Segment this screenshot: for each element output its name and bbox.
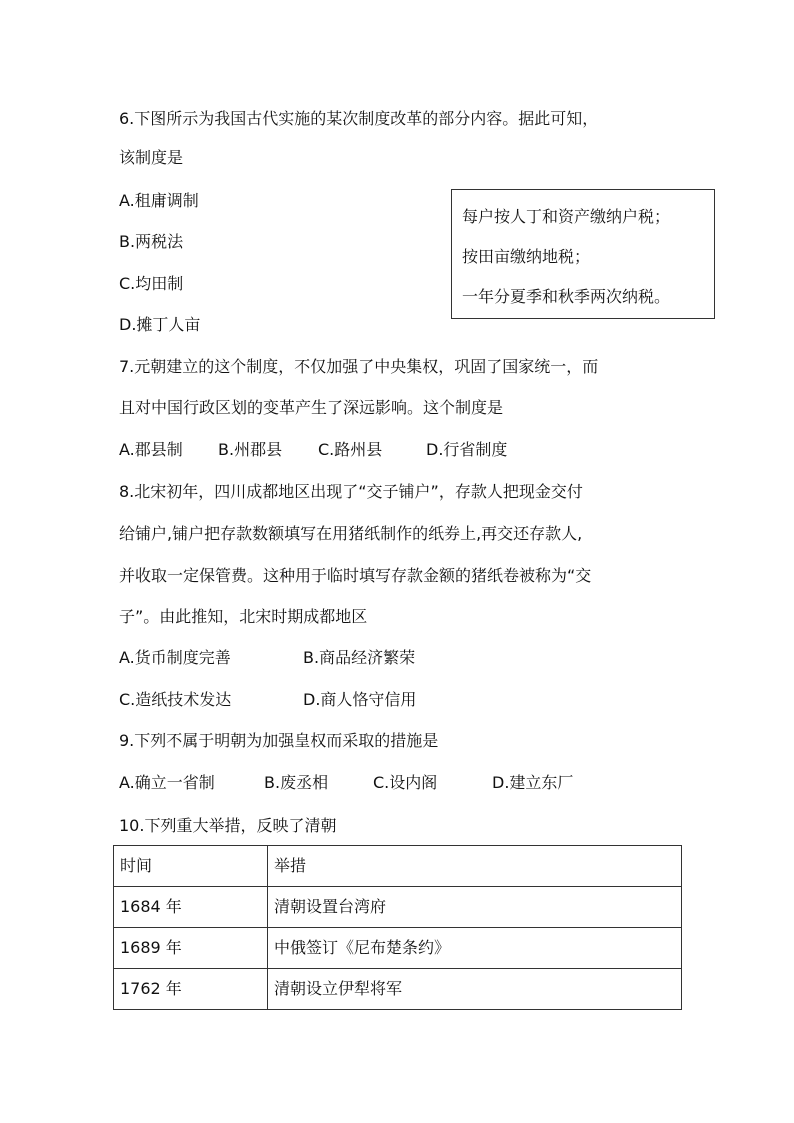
table-row	[114, 928, 682, 969]
row-time: 1684 年	[114, 887, 268, 928]
q9-stem: 9.下列不属于明朝为加强皇权而采取的措施是	[119, 731, 439, 750]
row-measure: 清朝设立伊犁将军	[268, 969, 682, 1010]
q10-stem: 10.下列重大举措，反映了清朝	[119, 816, 337, 835]
q10-events-table	[113, 845, 682, 1010]
row-measure: 中俄签订《尼布楚条约》	[268, 928, 682, 969]
q6-option-a: A.租庸调制	[119, 191, 199, 210]
q8-option-b: B.商品经济繁荣	[303, 648, 416, 667]
q9-option-c: C.设内阁	[373, 773, 438, 792]
q9-option-b: B.废丞相	[264, 773, 329, 792]
q9-option-d: D.建立东厂	[492, 773, 574, 792]
q6-box-line1: 每户按人丁和资产缴纳户税；	[462, 207, 671, 226]
row-measure: 清朝设置台湾府	[268, 887, 682, 928]
table-header-row	[114, 846, 682, 887]
q8-option-d: D.商人恪守信用	[303, 690, 417, 709]
q8-option-c: C.造纸技术发达	[119, 690, 232, 709]
q8-option-a: A.货币制度完善	[119, 648, 231, 667]
table-row	[114, 887, 682, 928]
q6-option-d: D.摊丁人亩	[119, 315, 201, 334]
row-time: 1762 年	[114, 969, 268, 1010]
q6-box-line2: 按田亩缴纳地税；	[462, 247, 591, 266]
q6-stem-line1: 6.下图所示为我国古代实施的某次制度改革的部分内容。据此可知，	[119, 109, 599, 128]
q6-reform-content-box	[451, 189, 715, 319]
q6-option-b: B.两税法	[119, 232, 184, 251]
q7-stem-line1: 7.元朝建立的这个制度，不仅加强了中央集权，巩固了国家统一，而	[119, 357, 599, 376]
q8-stem-line2: 给铺户,铺户把存款数额填写在用猪纸制作的纸券上,再交还存款人,	[119, 524, 583, 543]
q7-option-a: A.郡县制	[119, 440, 183, 459]
row-time: 1689 年	[114, 928, 268, 969]
header-time: 时间	[114, 846, 268, 887]
q7-stem-line2: 且对中国行政区划的变革产生了深远影响。这个制度是	[119, 398, 504, 417]
header-measure: 举措	[268, 846, 682, 887]
q8-stem-line3: 并收取一定保管费。这种用于临时填写存款金额的猪纸卷被称为“交	[119, 566, 592, 585]
q7-option-d: D.行省制度	[426, 440, 508, 459]
q6-stem-line2: 该制度是	[119, 148, 184, 167]
q8-stem-line4: 子”。由此推知，北宋时期成都地区	[119, 607, 368, 626]
q6-box-line3: 一年分夏季和秋季两次纳税。	[462, 287, 671, 306]
q7-option-b: B.州郡县	[218, 440, 283, 459]
q6-option-c: C.均田制	[119, 274, 184, 293]
q8-stem-line1: 8.北宋初年，四川成都地区出现了“交子铺户”，存款人把现金交付	[119, 482, 583, 501]
q7-option-c: C.路州县	[318, 440, 383, 459]
table-row	[114, 969, 682, 1010]
q9-option-a: A.确立一省制	[119, 773, 215, 792]
